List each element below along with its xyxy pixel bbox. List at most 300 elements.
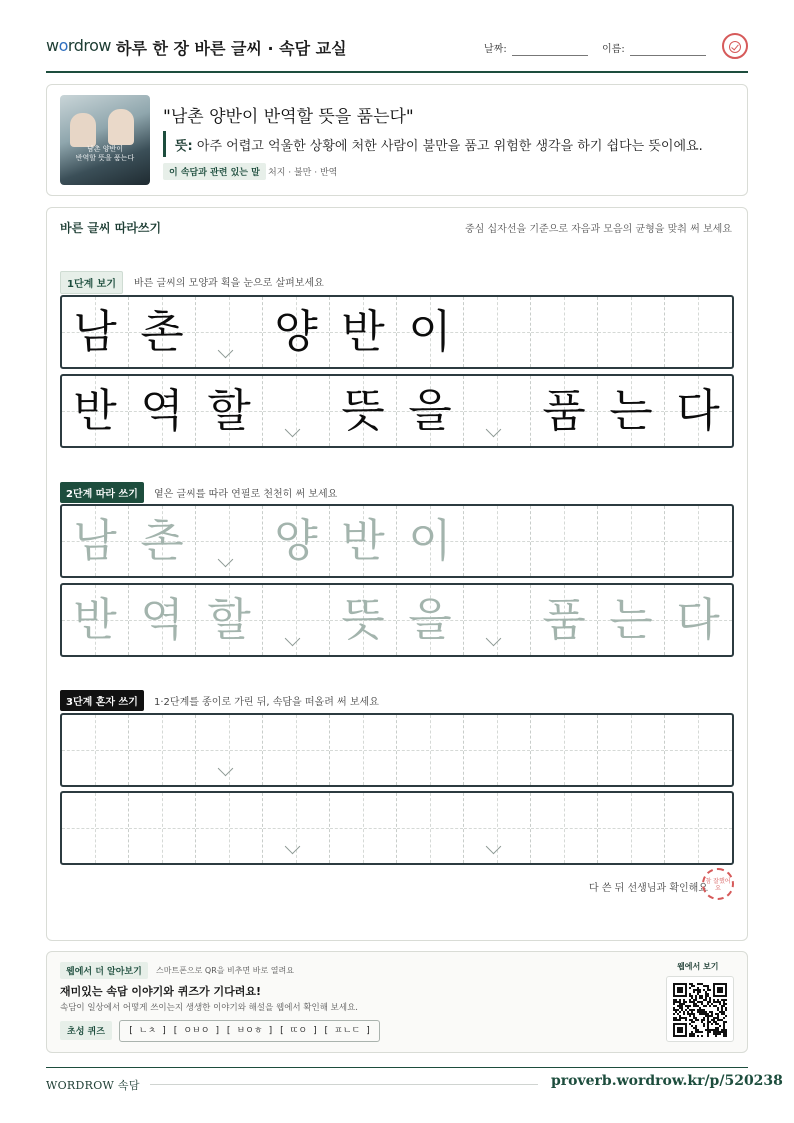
qr-label: 웹에서 보기 [677,962,719,971]
check-stamp-icon [722,33,748,59]
qr-module [707,1031,709,1033]
tracing-row[interactable] [60,583,734,657]
qr-module [691,1025,693,1027]
guide-line [296,715,297,785]
qr-module [723,1031,725,1033]
qr-module [709,1021,711,1023]
qr-module [689,999,691,1001]
qr-module [701,1019,703,1021]
writing-cell [464,376,531,446]
writing-cell[interactable] [62,585,129,655]
qr-module [683,999,685,1001]
guide-line [698,297,699,367]
logo-part: o [58,36,68,55]
blank-writing-row[interactable] [60,713,734,787]
qr-module [717,999,719,1001]
writing-row [60,374,734,448]
qr-module [689,1009,691,1011]
character-glyph: 다 [676,593,720,646]
qr-code-graphic [673,983,727,1037]
qr-module [689,995,691,997]
qr-module [691,1031,693,1033]
qr-module [697,989,699,991]
writing-cell[interactable] [397,715,464,785]
qr-module [681,1007,683,1009]
qr-module [695,995,697,997]
qr-module [717,1001,719,1003]
writing-cell[interactable] [129,715,196,785]
qr-module [713,1031,715,1033]
qr-module [717,1029,719,1031]
qr-module [711,1013,713,1015]
qr-module [703,1009,705,1011]
qr-module [713,1033,715,1035]
step2-description: 옅은 글씨를 따라 연필로 천천히 써 보세요 [154,489,338,500]
character-glyph: 역 [140,593,184,646]
web-badge: 웹에서 더 알아보기 [60,962,148,979]
writing-cell[interactable] [62,715,129,785]
writing-cell [62,297,129,367]
space-mark-icon [486,839,502,855]
qr-module [691,1021,693,1023]
qr-module [695,1027,697,1029]
writing-cell [263,376,330,446]
writing-cell[interactable] [196,506,263,576]
qr-module [705,995,707,997]
writing-cell[interactable] [665,506,732,576]
qr-module [717,1015,719,1017]
qr-module [725,1033,727,1035]
qr-module [703,999,705,1001]
qr-module [715,1005,717,1007]
writing-cell[interactable] [129,793,196,863]
qr-module [721,1029,723,1031]
qr-module [709,1005,711,1007]
qr-module [681,1009,683,1011]
stamp-text: 참 잘했어요 [705,878,731,892]
qr-module [705,997,707,999]
qr-module [703,989,705,991]
tracing-row[interactable] [60,504,734,578]
qr-module [719,1025,721,1027]
qr-module [695,997,697,999]
qr-module [711,1011,713,1013]
qr-module [717,1009,719,1011]
qr-module [713,1005,715,1007]
writing-cell[interactable] [397,793,464,863]
qr-module [719,1033,721,1035]
qr-module [689,1033,691,1035]
writing-cell [397,297,464,367]
character-glyph: 반 [73,593,117,646]
qr-module [719,1031,721,1033]
qr-module [683,1013,685,1015]
qr-module [713,1017,715,1019]
writing-cell[interactable] [263,715,330,785]
qr-module [725,1007,727,1009]
qr-module [715,1035,717,1037]
qr-module [723,1023,725,1025]
guide-line [631,793,632,863]
qr-module [699,1013,701,1015]
writing-cell[interactable] [464,506,531,576]
qr-module [679,1007,681,1009]
qr-module [707,989,709,991]
qr-module [691,1033,693,1035]
qr-module [687,1013,689,1015]
qr-module [709,1001,711,1003]
writing-cell[interactable] [665,715,732,785]
qr-module [673,1001,675,1003]
proverb-thumbnail [60,95,150,185]
qr-module [685,1019,687,1021]
character-glyph: 을 [408,593,452,646]
writing-cell[interactable] [531,506,598,576]
qr-module [693,1021,695,1023]
qr-module [683,1001,685,1003]
qr-module [723,1021,725,1023]
qr-module [723,1005,725,1007]
qr-module [703,1025,705,1027]
footer-brand: WORDROW 속담 [46,1079,140,1092]
qr-module [697,983,699,985]
meaning-label: 뜻: [175,139,193,154]
qr-module [703,1019,705,1021]
page-title: 하루 한 장 바른 글씨 · 속담 교실 [116,39,347,58]
qr-module [699,1001,701,1003]
writing-cell[interactable] [129,506,196,576]
character-glyph: 는 [609,593,653,646]
guide-line [229,715,230,785]
guide-line [95,793,96,863]
writing-cell[interactable] [665,793,732,863]
qr-module [717,1033,719,1035]
qr-module [717,987,723,993]
writing-cell[interactable] [598,793,665,863]
qr-module [709,997,711,999]
qr-module [677,1013,679,1015]
qr-module [719,1019,721,1021]
writing-cell [665,297,732,367]
writing-cell[interactable] [531,585,598,655]
name-field[interactable] [630,43,706,56]
qr-module [717,1007,719,1009]
writing-cell[interactable] [330,585,397,655]
qr-module [691,983,693,985]
step3-badge: 3단계 혼자 쓰기 [60,690,144,711]
qr-module [701,983,703,985]
writing-cell[interactable] [62,793,129,863]
qr-module [699,1007,701,1009]
step2-badge: 2단계 따라 쓰기 [60,482,144,503]
character-glyph: 다 [676,384,720,437]
writing-cell [665,376,732,446]
writing-cell[interactable] [129,585,196,655]
date-label: 날짜: [484,44,507,55]
qr-module [717,1027,719,1029]
qr-module [713,1021,715,1023]
qr-module [707,1013,709,1015]
character-glyph: 품 [542,384,586,437]
qr-module [707,1001,709,1003]
qr-module [689,1013,691,1015]
qr-module [701,1013,703,1015]
qr-module [709,999,711,1001]
qr-module [715,1029,717,1031]
guide-line [698,506,699,576]
qr-module [683,1011,685,1013]
writing-cell[interactable] [464,715,531,785]
qr-module [707,1003,709,1005]
qr-module [693,1013,695,1015]
qr-module [723,1003,725,1005]
qr-module [673,1013,675,1015]
qr-module [691,1011,693,1013]
qr-module [725,999,727,1001]
qr-module [675,1019,677,1021]
qr-module [721,1019,723,1021]
qr-module [695,1019,697,1021]
qr-module [725,1003,727,1005]
step3-description: 1·2단계를 종이로 가린 뒤, 속담을 떠올려 써 보세요 [154,697,379,708]
qr-module [689,987,691,989]
qr-module [695,1005,697,1007]
qr-module [691,1009,693,1011]
qr-module [709,1015,711,1017]
qr-module [693,1005,695,1007]
writing-cell[interactable] [598,585,665,655]
wordrow-logo [46,36,111,55]
qr-module [675,1017,677,1019]
qr-module [699,991,701,993]
writing-cell[interactable] [330,793,397,863]
qr-module [695,1017,697,1019]
qr-module [677,1027,683,1033]
character-glyph: 이 [408,514,452,567]
qr-module [707,1021,709,1023]
qr-module [717,1031,719,1033]
proverb-quote: "남촌 양반이 반역할 뜻을 품는다" [163,107,414,127]
character-glyph: 품 [542,593,586,646]
qr-module [699,1009,701,1011]
writing-cell[interactable] [263,585,330,655]
guide-line [430,793,431,863]
qr-module [705,993,707,995]
person-figure [108,109,134,145]
space-mark-icon [285,422,301,438]
qr-module [725,1009,727,1011]
qr-module [679,1019,681,1021]
qr-module [689,1023,691,1025]
header-divider [46,71,748,73]
qr-module [707,1035,709,1037]
qr-module [699,989,701,991]
qr-module [707,1029,709,1031]
qr-module [697,1019,699,1021]
qr-module [725,1031,727,1033]
name-label: 이름: [602,44,625,55]
character-glyph: 이 [408,305,452,358]
web-hint: 스마트폰으로 QR을 비추면 바로 열려요 [156,966,294,975]
writing-cell [531,376,598,446]
qr-module [693,1027,695,1029]
qr-module [705,991,707,993]
space-mark-icon [285,631,301,647]
qr-module [707,1017,709,1019]
qr-module [701,1011,703,1013]
writing-cell[interactable] [62,506,129,576]
writing-cell[interactable] [464,793,531,863]
qr-module [681,1003,683,1005]
guide-line [631,506,632,576]
qr-module [701,1035,703,1037]
quiz-badge: 초성 퀴즈 [60,1021,112,1040]
qr-module [699,983,701,985]
writing-cell [598,297,665,367]
qr-module [711,1023,713,1025]
qr-module [723,999,725,1001]
qr-module [695,989,697,991]
qr-module [703,1017,705,1019]
qr-module [677,1005,679,1007]
qr-module [725,1021,727,1023]
writing-cell[interactable] [598,715,665,785]
writing-cell [397,376,464,446]
qr-module [701,1021,703,1023]
qr-module [721,1031,723,1033]
related-words: 처지 · 불만 · 반역 [268,168,338,178]
qr-module [713,1029,715,1031]
qr-module [677,1019,679,1021]
qr-module [675,1001,677,1003]
qr-module [699,1031,701,1033]
qr-module [715,1033,717,1035]
writing-cell[interactable] [531,715,598,785]
qr-module [695,999,697,1001]
qr-module [689,1019,691,1021]
qr-module [713,999,715,1001]
qr-module [677,1009,679,1011]
writing-cell[interactable] [330,715,397,785]
guide-line [631,715,632,785]
qr-module [697,1009,699,1011]
step1-description: 바른 글씨의 모양과 획을 눈으로 살펴보세요 [134,278,324,289]
guide-line [296,585,297,655]
writing-cell[interactable] [397,506,464,576]
qr-module [713,1001,715,1003]
qr-module [673,1003,675,1005]
qr-module [719,1011,721,1013]
qr-module [701,1009,703,1011]
guide-line [564,297,565,367]
writing-cell[interactable] [263,506,330,576]
writing-cell [196,297,263,367]
qr-module [721,999,723,1001]
qr-module [715,1027,717,1029]
qr-module [723,1029,725,1031]
qr-module [711,1015,713,1017]
character-glyph: 할 [207,593,251,646]
guide-line [497,506,498,576]
qr-module [673,999,675,1001]
writing-row [60,295,734,369]
qr-module [709,1029,711,1031]
qr-module [675,1011,677,1013]
character-glyph: 남 [73,305,117,358]
writing-cell[interactable] [397,585,464,655]
qr-module [697,1011,699,1013]
qr-module [701,997,703,999]
footer-url[interactable]: proverb.wordrow.kr/p/520238 [551,1073,783,1089]
qr-module [679,1003,681,1005]
writing-cell[interactable] [330,506,397,576]
proverb-meaning [175,135,703,154]
qr-module [725,1035,727,1037]
writing-cell [62,376,129,446]
writing-cell[interactable] [196,715,263,785]
qr-module [673,1017,675,1019]
qr-module [687,1011,689,1013]
qr-module [691,1001,693,1003]
qr-module [693,985,695,987]
practice-title: 바른 글씨 따라쓰기 [60,221,162,235]
writing-cell[interactable] [531,793,598,863]
qr-module [689,1015,691,1017]
writing-cell[interactable] [263,793,330,863]
guide-line [162,715,163,785]
web-headline: 재미있는 속담 이야기와 퀴즈가 기다려요! [60,985,261,998]
qr-module [693,989,695,991]
writing-cell[interactable] [464,585,531,655]
qr-module [683,1003,685,1005]
character-glyph: 뜻 [341,593,385,646]
qr-module [701,1003,703,1005]
writing-cell[interactable] [196,585,263,655]
guide-line [497,793,498,863]
date-field[interactable] [512,43,588,56]
qr-module [709,1011,711,1013]
writing-cell[interactable] [665,585,732,655]
logo-part: w [46,36,59,55]
qr-module [693,1035,695,1037]
qr-module [679,1015,681,1017]
qr-module [715,1021,717,1023]
guide-line [229,297,230,367]
guide-line [564,793,565,863]
qr-module [689,993,691,995]
character-glyph: 역 [140,384,184,437]
qr-module [723,1025,725,1027]
writing-cell[interactable] [196,793,263,863]
character-glyph: 을 [408,384,452,437]
qr-module [697,1005,699,1007]
qr-module [723,1033,725,1035]
blank-writing-row[interactable] [60,791,734,865]
qr-code-icon[interactable] [666,976,734,1042]
guide-line [95,715,96,785]
web-description: 속담이 일상에서 어떻게 쓰이는지 생생한 이야기와 해설을 웹에서 확인해 보세요. [60,1003,358,1013]
writing-cell[interactable] [598,506,665,576]
character-glyph: 뜻 [341,384,385,437]
qr-module [707,995,709,997]
character-glyph: 할 [207,384,251,437]
guide-line [363,715,364,785]
qr-module [697,991,699,993]
qr-module [701,995,703,997]
qr-module [685,1017,687,1019]
footer-rule [150,1084,538,1085]
qr-module [703,1013,705,1015]
